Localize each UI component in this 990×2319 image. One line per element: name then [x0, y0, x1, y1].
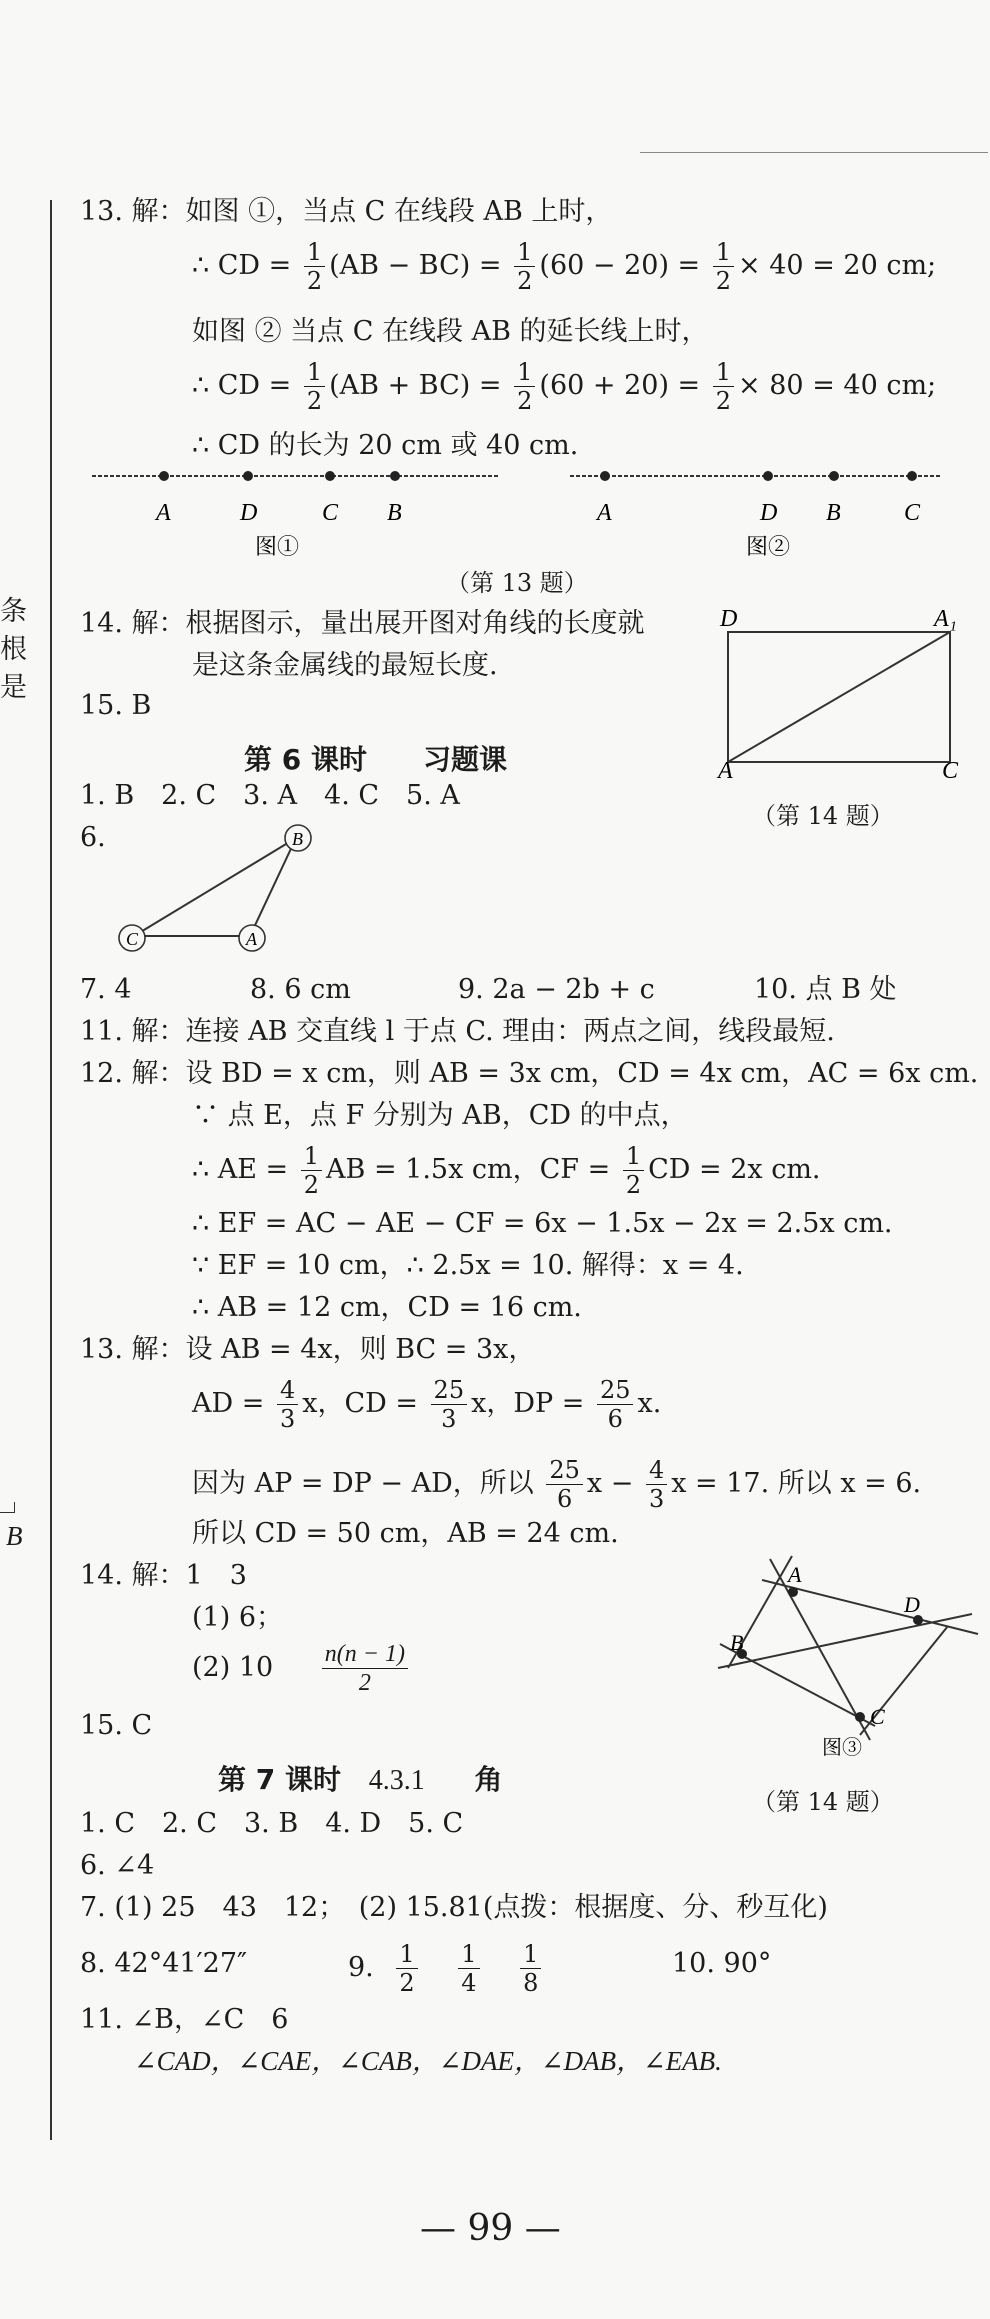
s6-q12-line3: ∴ AE = $\frac{1}{2}$ AB = 1.5x cm，CF = $\frac{1}{2}$ CD = 2x cm. [192, 1142, 821, 1199]
s6-q7: 7. 4 [80, 974, 132, 1005]
s7-line11b: ∠CAD，∠CAE，∠CAB，∠DAE，∠DAB，∠EAB. [134, 2046, 722, 2076]
section-7-title: 第 7 课时 4.3.1 角 [218, 1763, 503, 1796]
p13-line2: ∴ CD = $\frac{1}{2}$ (AB − BC) = $\frac{1}{2}$ (60 − 20) = $\frac{1}{2}$ × 40 = 20 cm; [192, 238, 937, 295]
p13-line1: 13. 解：如图 ①，当点 C 在线段 AB 上时， [80, 196, 613, 227]
p13-figure-1 [90, 462, 510, 558]
top-rule [640, 152, 988, 153]
label-a: A [597, 500, 612, 526]
point-d [763, 471, 773, 481]
point-c [855, 1712, 865, 1722]
label-b: B [387, 500, 402, 526]
p15: 15. B [80, 690, 152, 721]
s6-q12-line2: ∵ 点 E，点 F 分别为 AB，CD 的中点， [192, 1100, 688, 1131]
section-6-title: 第 6 课时 习题课 [244, 743, 507, 776]
s6-q12-line6: ∴ AB = 12 cm，CD = 16 cm. [192, 1292, 582, 1323]
label-c: C [126, 929, 139, 949]
label-c: C [904, 500, 921, 526]
margin-tick [0, 1502, 15, 1513]
point-b [829, 471, 839, 481]
label-a: A [246, 929, 257, 949]
s7-q8: 8. 42°41′27″ [80, 1948, 248, 1979]
s7-q9: 9. $\frac{1}{2}$ $\frac{1}{4}$ $\frac{1}{8}$ [348, 1942, 545, 1995]
s6-triangle-figure [110, 820, 330, 960]
p14-rectangle-figure [710, 600, 990, 780]
label-b: B [730, 1630, 744, 1655]
s6-q13-line4: 所以 CD = 50 cm，AB = 24 cm. [192, 1518, 619, 1549]
p13-line5: ∴ CD 的长为 20 cm 或 40 cm. [192, 430, 579, 461]
s6-q14-line2: (1) 6； [192, 1602, 284, 1633]
s6-q13-line3: 因为 AP = DP − AD，所以 $\frac{25}{6}$ x − $\frac{4}{3}$ x = 17. 所以 x = 6. [192, 1456, 922, 1513]
point-a [159, 471, 169, 481]
label-d: D [904, 1592, 920, 1617]
point-a [600, 471, 610, 481]
s6-q10: 10. 点 B 处 [754, 974, 897, 1005]
fig1-label: 图① [255, 534, 300, 558]
margin-char-3: 是 [0, 672, 27, 703]
p13-caption: （第 13 题） [446, 569, 588, 597]
margin-char-2: 根 [0, 634, 27, 665]
label-a: A [788, 1562, 802, 1587]
label-d: D [760, 500, 778, 526]
s7-line11a: 11. ∠B，∠C 6 [80, 2004, 289, 2035]
label-b: B [292, 829, 303, 849]
s6-line6: 6. [80, 822, 106, 853]
s6-q14-caption: （第 14 题） [752, 1788, 894, 1816]
p14-line2: 是这条金属线的最短长度. [192, 650, 498, 681]
s6-q14-line3: (2) 10 $\frac{n(n - 1)}{2}$ [192, 1642, 412, 1695]
s7-q10: 10. 90° [672, 1948, 772, 1979]
label-c: C [322, 500, 339, 526]
p14-line1: 14. 解：根据图示，量出展开图对角线的长度就 [80, 608, 645, 639]
point-a [788, 1587, 798, 1597]
s6-q14-figure [710, 1550, 990, 1760]
s6-q14-line1: 14. 解：1 3 [80, 1560, 247, 1591]
label-a: A [156, 500, 171, 526]
label-a1: A₁ [934, 606, 958, 632]
s6-q15: 15. C [80, 1710, 153, 1741]
label-c: C [942, 758, 959, 780]
fig3-label: 图③ [822, 1737, 862, 1759]
s6-q12-line1: 12. 解：设 BD = x cm，则 AB = 3x cm，CD = 4x cm，AC = 6x cm. [80, 1058, 979, 1089]
margin-letter: B [6, 1521, 23, 1551]
label-d: D [240, 500, 258, 526]
s6-line1: 1. B 2. C 3. A 4. C 5. A [80, 780, 460, 811]
s6-q8: 8. 6 cm [250, 974, 351, 1005]
s6-q11: 11. 解：连接 AB 交直线 l 于点 C. 理由：两点之间，线段最短. [80, 1016, 835, 1047]
p13-line4: ∴ CD = $\frac{1}{2}$ (AB + BC) = $\frac{1}{2}$ (60 + 20) = $\frac{1}{2}$ × 80 = 40 cm; [192, 358, 937, 415]
s6-q12-line5: ∵ EF = 10 cm，∴ 2.5x = 10. 解得：x = 4. [192, 1250, 744, 1281]
point-c [325, 471, 335, 481]
page-number: — 99 — [420, 2208, 561, 2249]
label-c: C [870, 1704, 885, 1729]
point-c [907, 471, 917, 481]
s6-q13-line2: AD = $\frac{4}{3}$ x，CD = $\frac{25}{3}$ x，DP = $\frac{25}{6}$ x. [192, 1376, 662, 1433]
p14-caption: （第 14 题） [752, 802, 894, 830]
point-d [243, 471, 253, 481]
label-b: B [826, 500, 841, 526]
s6-q9: 9. 2a − 2b + c [458, 974, 655, 1005]
s7-line1: 1. C 2. C 3. B 4. D 5. C [80, 1808, 464, 1839]
s7-line6: 6. ∠4 [80, 1850, 155, 1881]
point-b [390, 471, 400, 481]
p13-line3: 如图 ② 当点 C 在线段 AB 的延长线上时， [192, 316, 709, 347]
s7-line7: 7. (1) 25 43 12； (2) 15.81(点拨：根据度、分、秒互化) [80, 1892, 828, 1923]
label-a: A [718, 758, 733, 780]
p13-figure-2 [560, 462, 950, 558]
s6-q13-line1: 13. 解：设 AB = 4x，则 BC = 3x， [80, 1334, 536, 1365]
s6-q12-line4: ∴ EF = AC − AE − CF = 6x − 1.5x − 2x = 2.5x cm. [192, 1208, 893, 1239]
margin-char-1: 条 [0, 596, 27, 627]
margin-rule [50, 200, 52, 2140]
fig2-label: 图② [746, 534, 791, 558]
label-d: D [720, 606, 738, 632]
